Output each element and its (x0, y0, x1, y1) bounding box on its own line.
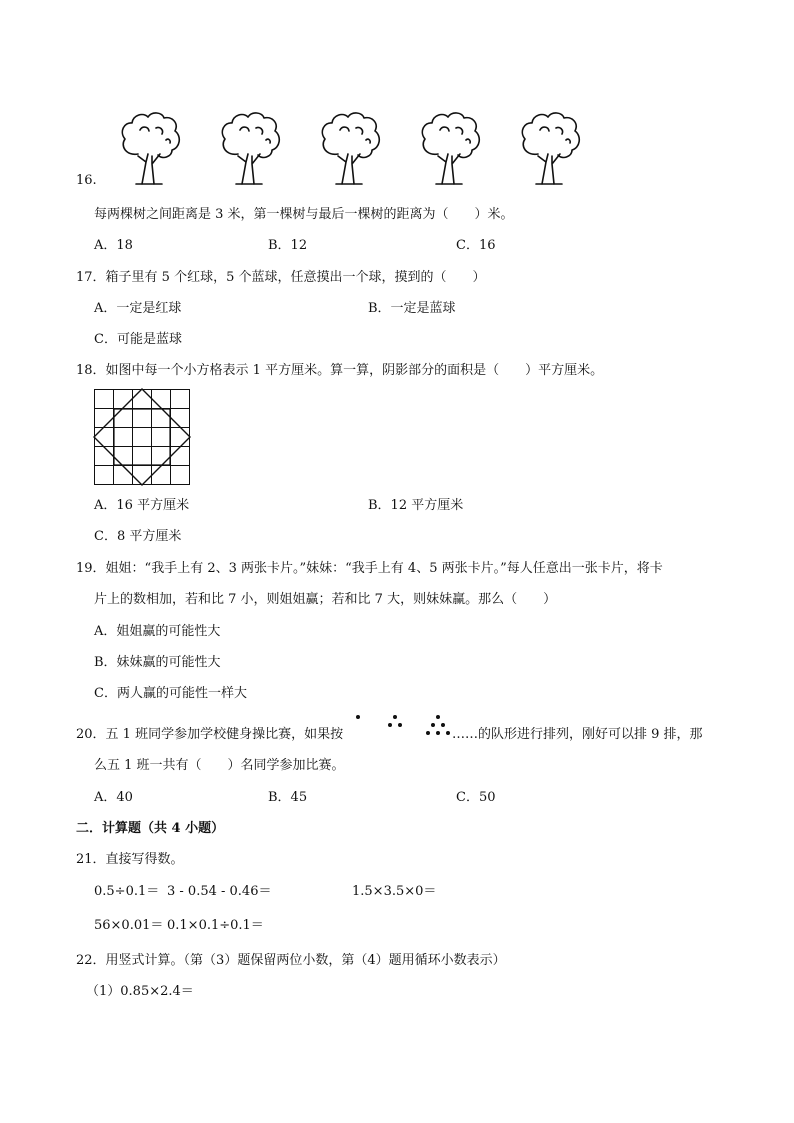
section-title-calculation: 二．计算题（共 4 小题） (76, 821, 225, 836)
q19-option-c[interactable]: C．两人赢的可能性一样大 (94, 686, 247, 701)
tree-icon (516, 110, 586, 184)
q21-item-2: 3 - 0.54 - 0.46＝ (167, 884, 272, 899)
q16-text: 每两棵树之间距离是 3 米，第一棵树与最后一棵树的距离为（ ）米。 (94, 207, 514, 222)
tree-icon (316, 110, 386, 184)
q17-option-c[interactable]: C．可能是蓝球 (94, 332, 182, 347)
q20-option-a[interactable]: A．40 (94, 790, 133, 805)
q16-number: 16. (76, 173, 97, 188)
tree-icon (216, 110, 286, 184)
q19-line1: 19．姐姐：“我手上有 2、3 两张卡片。”妹妹：“我手上有 4、5 两张卡片。”每人任意出一张卡片，将卡 (76, 561, 663, 576)
q16-option-a[interactable]: A．18 (94, 238, 133, 253)
q22-sub1: （1）0.85×2.4＝ (86, 984, 194, 999)
q17-text: 17．箱子里有 5 个红球，5 个蓝球，任意摸出一个球，摸到的（ ） (76, 270, 486, 285)
q19-line2: 片上的数相加，若和比 7 小，则姐姐赢；若和比 7 大，则妹妹赢。那么（ ） (94, 592, 557, 607)
q20-line1-end: ……的队形进行排列，刚好可以排 9 排，那 (452, 727, 703, 742)
tree-icon (416, 110, 486, 184)
q20-line2: 么五 1 班一共有（ ）名同学参加比赛。 (94, 758, 345, 773)
q18-text: 18．如图中每一个小方格表示 1 平方厘米。算一算，阴影部分的面积是（ ）平方厘米。 (76, 363, 604, 378)
q16-option-c[interactable]: C．16 (456, 238, 496, 253)
q22-text: 22．用竖式计算。（第（3）题保留两位小数，第（4）题用循环小数表示） (76, 953, 506, 968)
q21-item-3: 1.5×3.5×0＝ (352, 884, 437, 899)
q20-line1-start: 20．五 1 班同学参加学校健身操比赛，如果按 (76, 727, 344, 742)
q19-option-b[interactable]: B．妹妹赢的可能性大 (94, 655, 221, 670)
q18-option-a[interactable]: A．16 平方厘米 (94, 498, 190, 513)
q18-grid-figure (94, 389, 190, 485)
q16-option-b[interactable]: B．12 (268, 238, 308, 253)
q21-text: 21．直接写得数。 (76, 852, 184, 867)
q17-option-a[interactable]: A．一定是红球 (94, 301, 182, 316)
q21-item-5: 0.1×0.1÷0.1＝ (167, 918, 264, 933)
q19-option-a[interactable]: A．姐姐赢的可能性大 (94, 624, 221, 639)
q21-item-4: 56×0.01＝ (94, 918, 164, 933)
q18-option-b[interactable]: B．12 平方厘米 (368, 498, 464, 513)
q17-option-b[interactable]: B．一定是蓝球 (368, 301, 456, 316)
q20-option-b[interactable]: B．45 (268, 790, 308, 805)
q20-option-c[interactable]: C．50 (456, 790, 496, 805)
q18-option-c[interactable]: C．8 平方厘米 (94, 529, 182, 544)
tree-icon (116, 110, 186, 184)
q21-item-1: 0.5÷0.1＝ (94, 884, 160, 899)
q20-dot-pattern (350, 712, 460, 742)
